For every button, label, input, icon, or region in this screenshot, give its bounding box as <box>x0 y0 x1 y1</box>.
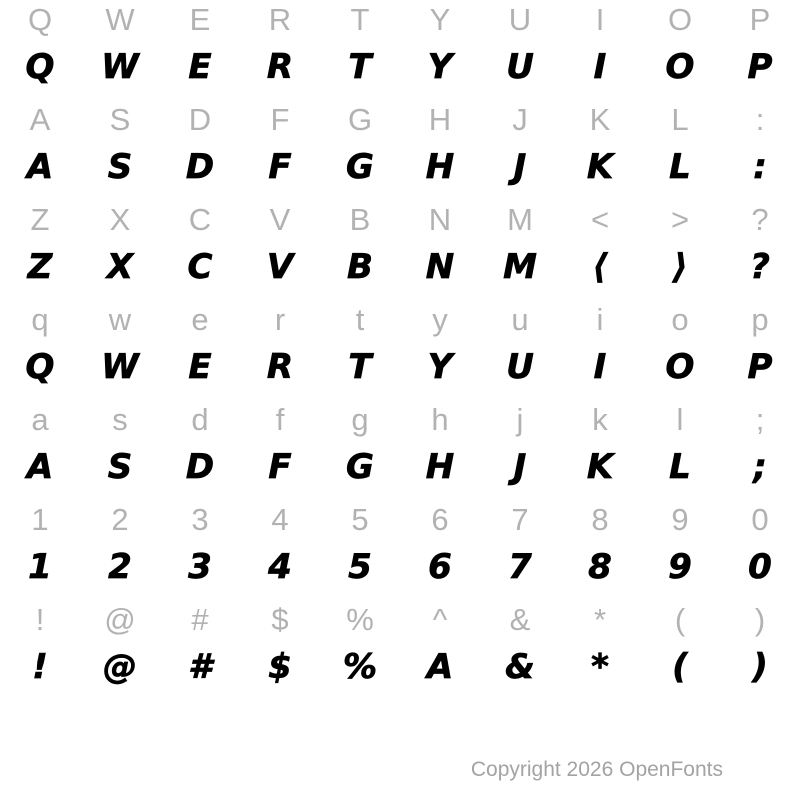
glyph-cell: G <box>346 447 374 487</box>
glyph-cell: 1 <box>28 547 52 587</box>
glyph-cell: 5 <box>348 547 372 587</box>
glyph-cell: Q <box>27 2 53 37</box>
glyph-cell: A <box>29 102 51 137</box>
glyph-cell: O <box>667 2 693 37</box>
glyph-cell: 4 <box>268 547 292 587</box>
glyph-cell: P <box>747 347 773 387</box>
glyph-cell: $ <box>268 647 292 687</box>
glyph-cell: ( <box>674 602 686 637</box>
row-pair-uppercase-zxcv <box>0 200 800 300</box>
glyph-cell: R <box>266 347 294 387</box>
glyph-cell: o <box>671 302 689 337</box>
glyph-cell: M <box>507 202 533 237</box>
glyph-cell: 8 <box>591 502 609 537</box>
copyright-text: Copyright 2026 OpenFonts <box>470 758 723 781</box>
glyph-cell: ? <box>751 202 769 237</box>
row-pair-symbols <box>0 600 800 700</box>
glyph-cell: 6 <box>428 547 452 587</box>
glyph-cell: A <box>26 447 54 487</box>
glyph-cell: A <box>426 647 454 687</box>
glyph-cell: L <box>671 102 689 137</box>
glyph-cell: S <box>109 102 131 137</box>
glyph-cell: F <box>268 447 292 487</box>
glyph-cell: 0 <box>751 502 769 537</box>
glyph-cell: S <box>107 147 133 187</box>
glyph-cell: ) <box>754 602 766 637</box>
glyph-cell: W <box>105 2 135 37</box>
glyph-cell: E <box>188 347 212 387</box>
glyph-cell: J <box>513 147 527 187</box>
glyph-cell: O <box>665 47 695 87</box>
glyph-cell: k <box>592 402 608 437</box>
glyph-cell: 7 <box>508 547 532 587</box>
glyph-cell: P <box>749 2 771 37</box>
row-pair-lowercase-asdf <box>0 400 800 500</box>
glyph-cell: ⟩ <box>672 247 688 287</box>
reference-row-uppercase-qwerty <box>0 0 800 40</box>
glyph-cell: 9 <box>668 547 692 587</box>
glyph-cell: & <box>509 602 531 637</box>
glyph-cell: M <box>503 247 537 287</box>
glyph-cell: W <box>101 47 139 87</box>
glyph-cell: e <box>191 302 209 337</box>
row-pair-uppercase-qwerty <box>0 0 800 100</box>
glyph-cell: r <box>274 302 286 337</box>
glyph-cell: E <box>189 2 211 37</box>
glyph-cell: N <box>425 247 455 287</box>
glyph-cell: Z <box>30 202 50 237</box>
glyph-cell: J <box>513 447 527 487</box>
glyph-cell: 4 <box>271 502 289 537</box>
glyph-cell: : <box>753 147 767 187</box>
reference-row-digits <box>0 500 800 540</box>
glyph-cell: $ <box>271 602 289 637</box>
specimen-row-uppercase-qwerty <box>0 40 800 100</box>
glyph-cell: a <box>31 402 49 437</box>
glyph-cell: U <box>506 347 534 387</box>
glyph-cell: Y <box>429 2 451 37</box>
glyph-cell: h <box>431 402 449 437</box>
glyph-cell: D <box>185 447 215 487</box>
specimen-row-lowercase-asdf <box>0 440 800 500</box>
glyph-cell: l <box>676 402 684 437</box>
glyph-cell: V <box>269 202 291 237</box>
reference-row-lowercase-qwerty <box>0 300 800 340</box>
glyph-cell: D <box>188 102 212 137</box>
glyph-cell: 8 <box>588 547 612 587</box>
glyph-cell: g <box>351 402 369 437</box>
glyph-cell: O <box>665 347 695 387</box>
glyph-cell: s <box>112 402 128 437</box>
glyph-cell: W <box>101 347 139 387</box>
glyph-cell: A <box>26 147 54 187</box>
glyph-cell: H <box>428 102 452 137</box>
glyph-cell: 7 <box>511 502 529 537</box>
glyph-cell: & <box>505 647 535 687</box>
glyph-cell: K <box>586 447 614 487</box>
glyph-cell: ( <box>672 647 688 687</box>
glyph-cell: 3 <box>188 547 212 587</box>
reference-row-uppercase-zxcv <box>0 200 800 240</box>
glyph-cell: ! <box>32 647 48 687</box>
glyph-cell: 3 <box>191 502 209 537</box>
glyph-cell: % <box>342 647 378 687</box>
glyph-cell: L <box>669 147 691 187</box>
glyph-cell: t <box>355 302 365 337</box>
glyph-cell: d <box>191 402 209 437</box>
glyph-cell: K <box>586 147 614 187</box>
glyph-cell: N <box>428 202 452 237</box>
glyph-cell: 0 <box>748 547 772 587</box>
glyph-cell: I <box>593 347 607 387</box>
specimen-row-symbols <box>0 640 800 700</box>
glyph-cell: E <box>188 47 212 87</box>
glyph-cell: f <box>275 402 285 437</box>
glyph-cell: X <box>106 247 134 287</box>
glyph-cell: Y <box>427 47 453 87</box>
glyph-cell: ; <box>753 447 767 487</box>
glyph-cell: Y <box>427 347 453 387</box>
glyph-cell: H <box>425 447 455 487</box>
glyph-cell: B <box>347 247 373 287</box>
glyph-cell: # <box>188 647 212 687</box>
glyph-cell: F <box>270 102 290 137</box>
glyph-cell: 9 <box>671 502 689 537</box>
glyph-cell: S <box>107 447 133 487</box>
glyph-cell: R <box>268 2 292 37</box>
row-pair-uppercase-asdf <box>0 100 800 200</box>
specimen-row-digits <box>0 540 800 600</box>
glyph-cell: X <box>109 202 131 237</box>
glyph-cell: T <box>350 2 370 37</box>
row-pair-digits <box>0 500 800 600</box>
glyph-cell: * <box>593 602 607 637</box>
reference-row-uppercase-asdf <box>0 100 800 140</box>
glyph-cell: G <box>346 147 374 187</box>
glyph-cell: D <box>185 147 215 187</box>
glyph-cell: 2 <box>108 547 132 587</box>
glyph-cell: Z <box>27 247 53 287</box>
glyph-cell: L <box>669 447 691 487</box>
glyph-cell: C <box>187 247 213 287</box>
glyph-cell: F <box>268 147 292 187</box>
glyph-cell: P <box>747 47 773 87</box>
glyph-cell: j <box>516 402 524 437</box>
glyph-cell: I <box>595 2 605 37</box>
glyph-cell: J <box>512 102 528 137</box>
glyph-cell: q <box>31 302 49 337</box>
glyph-cell: # <box>191 602 209 637</box>
glyph-cell: u <box>511 302 529 337</box>
glyph-cell: Q <box>25 47 55 87</box>
glyph-cell: U <box>508 2 532 37</box>
row-pair-lowercase-qwerty <box>0 300 800 400</box>
glyph-cell: C <box>188 202 212 237</box>
specimen-row-uppercase-zxcv <box>0 240 800 300</box>
reference-row-symbols <box>0 600 800 640</box>
glyph-cell: V <box>266 247 294 287</box>
glyph-cell: 5 <box>351 502 369 537</box>
glyph-cell: i <box>596 302 604 337</box>
glyph-cell: 6 <box>431 502 449 537</box>
glyph-cell: K <box>589 102 611 137</box>
specimen-row-uppercase-asdf <box>0 140 800 200</box>
glyph-cell: ⟨ <box>592 247 608 287</box>
glyph-cell: @ <box>104 602 136 637</box>
glyph-cell: B <box>349 202 371 237</box>
glyph-cell: 2 <box>111 502 129 537</box>
glyph-cell: Q <box>25 347 55 387</box>
glyph-cell: H <box>425 147 455 187</box>
glyph-cell: ? <box>750 247 770 287</box>
glyph-cell: I <box>593 47 607 87</box>
glyph-cell: T <box>348 347 372 387</box>
glyph-cell: ) <box>752 647 768 687</box>
glyph-cell: > <box>670 202 690 237</box>
glyph-cell: U <box>506 47 534 87</box>
glyph-cell: : <box>755 102 765 137</box>
glyph-cell: y <box>432 302 448 337</box>
glyph-cell: G <box>347 102 373 137</box>
glyph-cell: @ <box>103 647 137 687</box>
glyph-cell: * <box>591 647 609 687</box>
reference-row-lowercase-asdf <box>0 400 800 440</box>
glyph-cell: w <box>108 302 132 337</box>
glyph-cell: ! <box>35 602 45 637</box>
glyph-cell: ^ <box>432 602 448 637</box>
glyph-cell: % <box>346 602 374 637</box>
glyph-cell: T <box>348 47 372 87</box>
specimen-row-lowercase-qwerty <box>0 340 800 400</box>
glyph-cell: 1 <box>31 502 49 537</box>
glyph-cell: p <box>751 302 769 337</box>
glyph-cell: R <box>266 47 294 87</box>
glyph-cell: < <box>590 202 610 237</box>
glyph-cell: ; <box>755 402 765 437</box>
